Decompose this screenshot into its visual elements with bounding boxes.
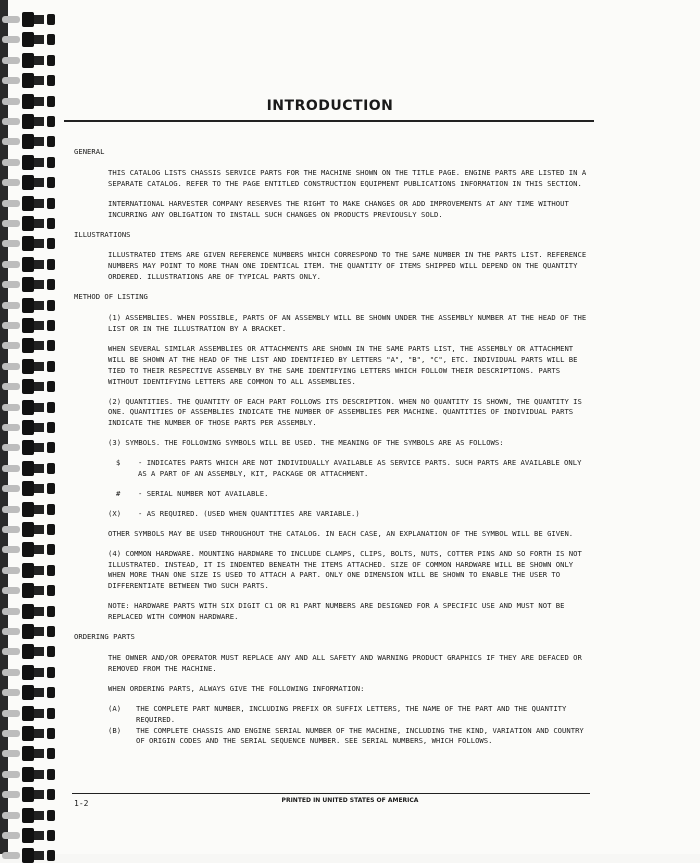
binding-coil bbox=[0, 32, 62, 47]
binding-coil bbox=[0, 848, 62, 863]
method-quantities: (2) QUANTITIES. THE QUANTITY OF EACH PART FOLLOWS ITS DESCRIPTION. WHEN NO QUANTITY IS SHOWN, THE QUANTITY IS ONE. QUANTITIES OF ASSEMBLIES INDICATE THE NUMBER OF ASSEMBLIES PER MACHINE. QUANTITIES OF INDIVIDUAL PARTS INDICATE THE NUMBER OF THOSE PARTS PER ASSEMBLY. bbox=[108, 396, 582, 428]
symbol-text: - INDICATES PARTS WHICH ARE NOT INDIVIDUALLY AVAILABLE AS SERVICE PARTS. SUCH PARTS ARE AVAILABLE ONLY AS A PART OF AN ASSEMBLY, KIT, PACKAGE OR ATTACHMENT. bbox=[138, 458, 582, 479]
binding-coil bbox=[0, 767, 62, 782]
section-heading-general: GENERAL bbox=[74, 147, 105, 156]
binding-coil bbox=[0, 440, 62, 455]
binding-coil bbox=[0, 665, 62, 680]
binding-coil bbox=[0, 114, 62, 129]
ordering-item-key: (B) bbox=[108, 725, 122, 735]
symbol-item bbox=[116, 458, 594, 480]
binding-coil bbox=[0, 461, 62, 476]
page-title: INTRODUCTION bbox=[266, 98, 394, 114]
binding-coil bbox=[0, 563, 62, 578]
symbol-item bbox=[108, 509, 594, 520]
binding-coil bbox=[0, 400, 62, 415]
binding-coil bbox=[0, 481, 62, 496]
symbol-item bbox=[116, 489, 594, 500]
binding-coil bbox=[0, 134, 62, 149]
binding-coil bbox=[0, 12, 62, 27]
binding-coil bbox=[0, 685, 62, 700]
binding-coil bbox=[0, 175, 62, 190]
page-number: 1-2 bbox=[74, 799, 89, 808]
binding-coil bbox=[0, 338, 62, 353]
ordering-info: WHEN ORDERING PARTS, ALWAYS GIVE THE FOLLOWING INFORMATION: bbox=[108, 683, 365, 693]
binding-coil bbox=[0, 298, 62, 313]
ordering-item-text: THE COMPLETE PART NUMBER, INCLUDING PREFIX OR SUFFIX LETTERS, THE NAME OF THE PART AND THE QUANTITY REQUIRED. bbox=[136, 703, 567, 724]
general-paragraph-2: INTERNATIONAL HARVESTER COMPANY RESERVES THE RIGHT TO MAKE CHANGES OR ADD IMPROVEMENTS AT ANY TIME WITHOUT INCURRING ANY OBLIGATION TO INSTALL SUCH CHANGES ON PRODUCTS PREVIOUSLY SOLD. bbox=[108, 198, 569, 219]
ordering-item bbox=[108, 726, 594, 748]
spiral-binding bbox=[0, 0, 66, 854]
title-rule bbox=[64, 120, 594, 122]
method-assemblies: (1) ASSEMBLIES. WHEN POSSIBLE, PARTS OF AN ASSEMBLY WILL BE SHOWN UNDER THE ASSEMBLY NUMBER AT THE HEAD OF THE LIST OR IN THE ILLUSTRATION BY A BRACKET. bbox=[108, 313, 587, 333]
binding-coil bbox=[0, 73, 62, 88]
section-heading-illustrations: ILLUSTRATIONS bbox=[74, 229, 131, 239]
binding-coil bbox=[0, 787, 62, 802]
ordering-safety: THE OWNER AND/OR OPERATOR MUST REPLACE ANY AND ALL SAFETY AND WARNING PRODUCT GRAPHICS IF THEY ARE DEFACED OR REMOVED FROM THE MACHINE. bbox=[108, 653, 582, 673]
binding-coil bbox=[0, 746, 62, 761]
binding-coil bbox=[0, 53, 62, 68]
binding-coil bbox=[0, 420, 62, 435]
binding-coil bbox=[0, 257, 62, 272]
binding-coil bbox=[0, 196, 62, 211]
binding-coil bbox=[0, 604, 62, 619]
binding-coil bbox=[0, 706, 62, 721]
binding-coil bbox=[0, 359, 62, 374]
ordering-item bbox=[108, 704, 594, 726]
section-heading-ordering: ORDERING PARTS bbox=[74, 632, 135, 642]
method-common-hardware: (4) COMMON HARDWARE. MOUNTING HARDWARE TO INCLUDE CLAMPS, CLIPS, BOLTS, NUTS, COTTER PINS AND SO FORTH IS NOT ILLUSTRATED. INSTEAD, IT IS INDENTED BENEATH THE ITEMS ATTACHED. SIZE OF COMMON HARDWARE WILL BE SHOWN ONLY WHEN MORE THAN ONE SIZE IS USED TO ATTACH A PART. ONLY ONE DIMENSION WILL BE SHOWN TO ENABLE THE USER TO DIFFERENTIATE BETWEEN TWO SUCH PARTS. bbox=[108, 548, 582, 591]
binding-coil bbox=[0, 808, 62, 823]
symbol-text: - AS REQUIRED. (USED WHEN QUANTITIES ARE VARIABLE.) bbox=[138, 508, 360, 518]
method-note: NOTE: HARDWARE PARTS WITH SIX DIGIT C1 OR R1 PART NUMBERS ARE DESIGNED FOR A SPECIFIC USE AND MUST NOT BE REPLACED WITH COMMON HARDWARE. bbox=[108, 601, 565, 622]
method-symbols: (3) SYMBOLS. THE FOLLOWING SYMBOLS WILL BE USED. THE MEANING OF THE SYMBOLS ARE AS FOLLOWS: bbox=[108, 438, 504, 448]
binding-coil bbox=[0, 624, 62, 639]
binding-coil bbox=[0, 583, 62, 598]
page-content bbox=[74, 147, 594, 747]
binding-coil bbox=[0, 522, 62, 537]
binding-coil bbox=[0, 502, 62, 517]
method-similar-assemblies: WHEN SEVERAL SIMILAR ASSEMBLIES OR ATTACHMENTS ARE SHOWN IN THE SAME PARTS LIST, THE ASSEMBLY OR ATTACHMENT WILL BE SHOWN AT THE HEAD OF THE LIST AND IDENTIFIED BY LETTERS "A", "B", "C", ETC. INDIVIDUAL PARTS WILL BE TIED TO THEIR RESPECTIVE ASSEMBLY BY THE SAME IDENTIFYING LETTERS WHICH FOLLOW THEIR DESCRIPTIONS. PARTS WITHOUT IDENTIFYING LETTERS ARE COMMON TO ALL ASSEMBLIES. bbox=[108, 343, 578, 386]
binding-coil bbox=[0, 726, 62, 741]
binding-coil bbox=[0, 236, 62, 251]
binding-coil bbox=[0, 216, 62, 231]
symbol-key: $ bbox=[116, 458, 121, 468]
section-heading-method: METHOD OF LISTING bbox=[74, 292, 148, 302]
symbol-key: (X) bbox=[108, 508, 122, 518]
binding-coil bbox=[0, 644, 62, 659]
binding-coil bbox=[0, 828, 62, 843]
symbol-key: # bbox=[116, 488, 121, 498]
binding-coil bbox=[0, 542, 62, 557]
illustrations-paragraph: ILLUSTRATED ITEMS ARE GIVEN REFERENCE NUMBERS WHICH CORRESPOND TO THE SAME NUMBER IN THE PARTS LIST. REFERENCE NUMBERS MAY POINT TO MORE THAN ONE IDENTICAL ITEM. THE QUANTITY OF ITEMS SHIPPED WILL DEPEND ON THE QUANTITY ORDERED. ILLUSTRATIONS ARE OF TYPICAL PARTS ONLY. bbox=[108, 250, 587, 282]
method-other-symbols: OTHER SYMBOLS MAY BE USED THROUGHOUT THE CATALOG. IN EACH CASE, AN EXPLANATION OF THE SYMBOL WILL BE GIVEN. bbox=[108, 528, 574, 538]
binding-coil bbox=[0, 155, 62, 170]
symbol-text: - SERIAL NUMBER NOT AVAILABLE. bbox=[138, 488, 269, 498]
footer-rule bbox=[72, 793, 590, 794]
binding-coil bbox=[0, 379, 62, 394]
footer-printed: PRINTED IN UNITED STATES OF AMERICA bbox=[281, 797, 419, 804]
general-paragraph-1: THIS CATALOG LISTS CHASSIS SERVICE PARTS FOR THE MACHINE SHOWN ON THE TITLE PAGE. ENGINE PARTS ARE LISTED IN A SEPARATE CATALOG. REFER TO THE PAGE ENTITLED CONSTRUCTION EQUIPMENT PUBLICATIONS INFORMATION IN THIS SECTION. bbox=[108, 167, 587, 188]
ordering-item-key: (A) bbox=[108, 703, 122, 713]
ordering-item-text: THE COMPLETE CHASSIS AND ENGINE SERIAL NUMBER OF THE MACHINE, INCLUDING THE KIND, VARIATION AND COUNTRY OF ORIGIN CODES AND THE SERIAL SEQUENCE NUMBER. SEE SERIAL NUMBERS, WHICH FOLLOWS. bbox=[136, 725, 584, 746]
binding-coil bbox=[0, 318, 62, 333]
binding-coil bbox=[0, 277, 62, 292]
